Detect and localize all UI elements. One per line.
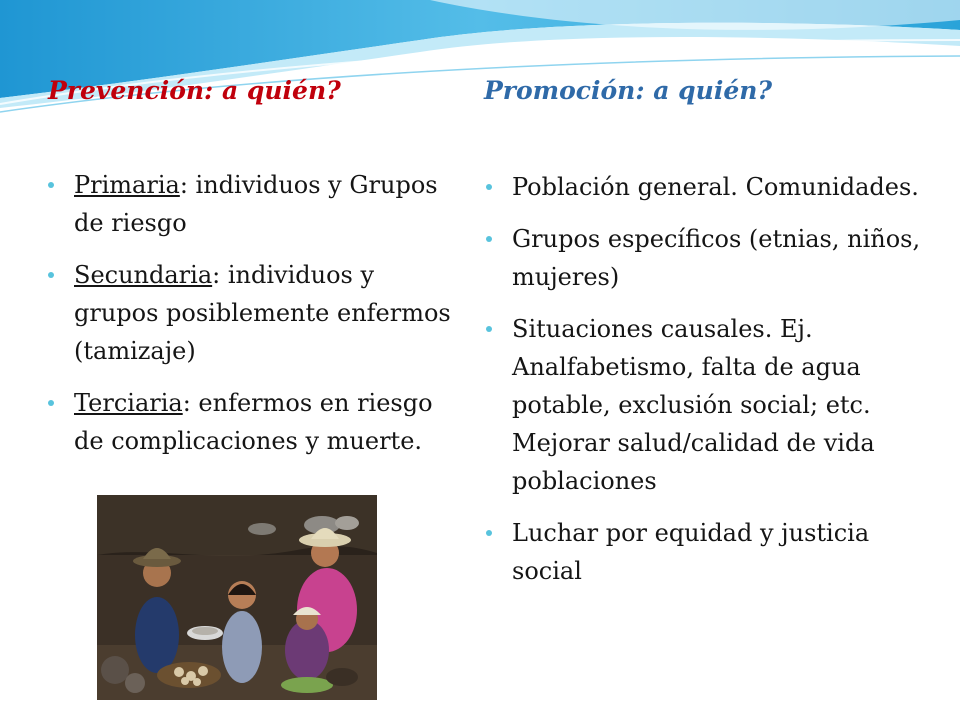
bullet-dot-icon [48,400,54,406]
level-description: : individuos y grupos posiblemente enfermos (tamizaje) [74,261,451,365]
bullet-dot-icon [48,182,54,188]
list-item-text: Luchar por equidad y justicia social [512,519,870,585]
level-term: Terciaria [74,389,183,417]
list-item-text: Situaciones causales. Ej. Analfabetismo, falta de agua potable, exclusión social; etc. Mejorar salud/calidad de vida poblaciones [512,315,875,495]
list-item-text: Grupos específicos (etnias, niños, mujeres) [512,225,921,291]
bullet-dot-icon [486,326,492,332]
list-item [40,256,460,370]
prevention-heading: Prevención: a quién? [48,76,341,105]
list-item [40,384,460,460]
bullet-dot-icon [486,184,492,190]
level-term: Primaria [74,171,180,199]
list-item-text: Población general. Comunidades. [512,173,919,201]
bullet-dot-icon [486,530,492,536]
list-item [478,220,938,296]
list-item [478,168,938,206]
family-photo [97,495,377,700]
promotion-list [478,168,938,604]
list-item [478,514,938,590]
bullet-dot-icon [48,272,54,278]
bullet-dot-icon [486,236,492,242]
list-item [40,166,460,242]
list-item [478,310,938,500]
level-description: : enfermos en riesgo de complicaciones y muerte. [74,389,433,455]
level-term: Secundaria [74,261,213,289]
level-description: : individuos y Grupos de riesgo [74,171,438,237]
promotion-heading: Promoción: a quién? [484,76,773,105]
prevention-list [40,166,460,474]
